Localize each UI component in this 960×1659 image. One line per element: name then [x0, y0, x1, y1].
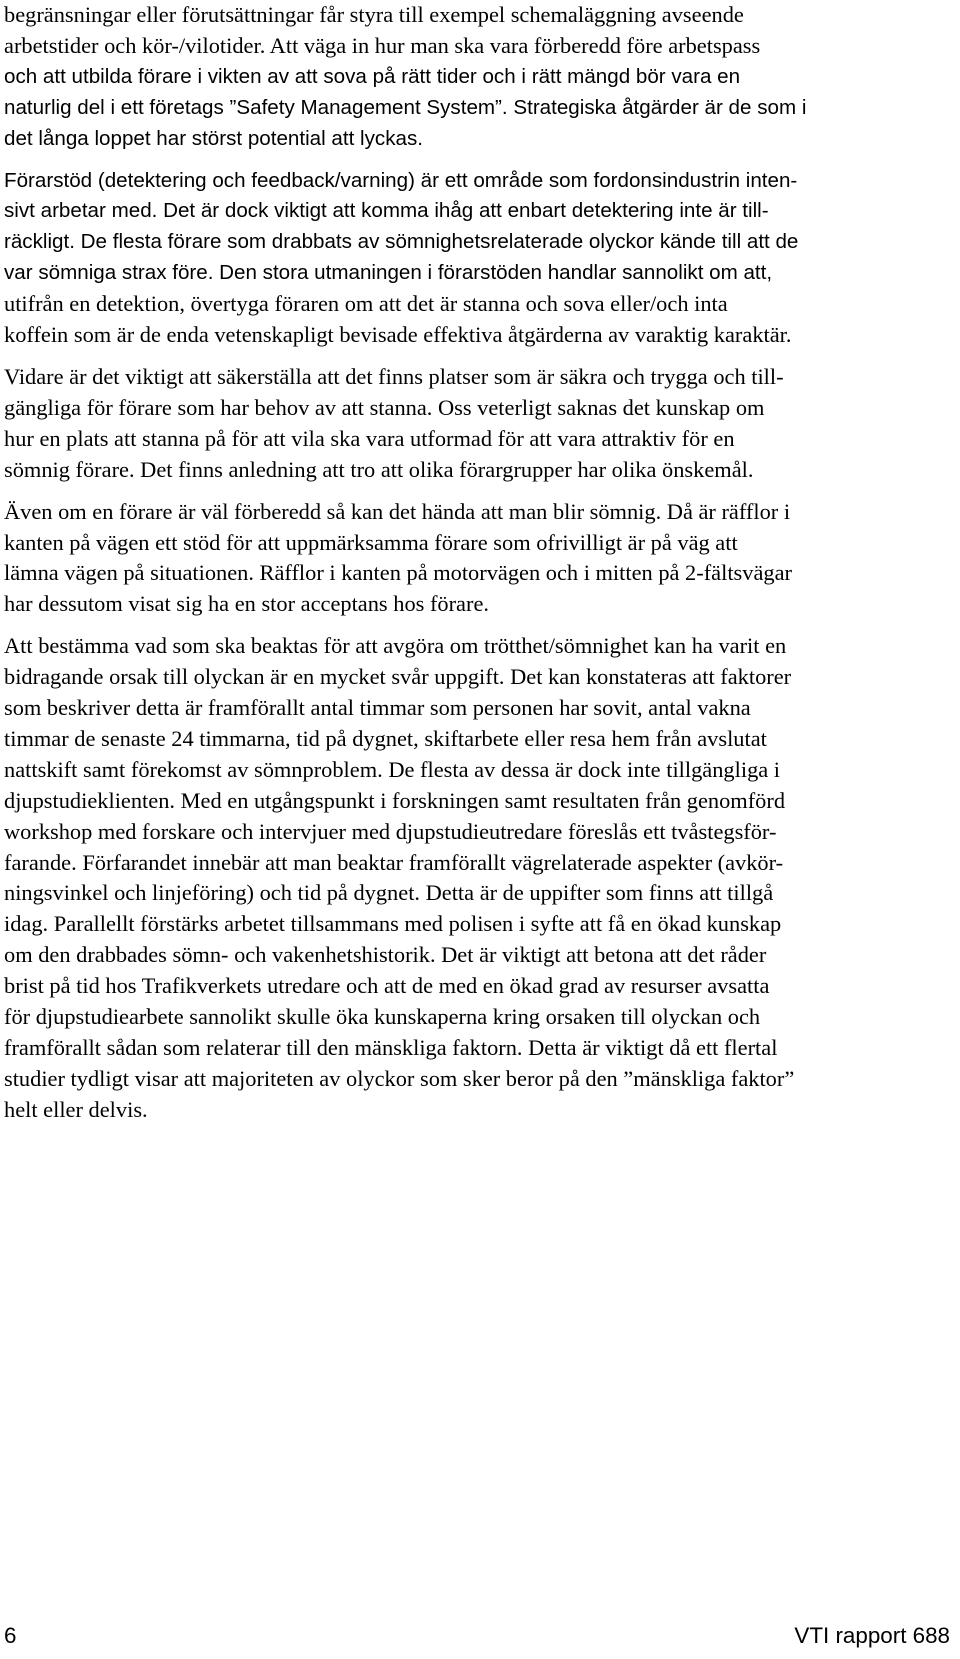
text-line: timmar de senaste 24 timmarna, tid på dygnet, skiftarbete eller resa hem från avslutat [4, 725, 767, 751]
text-line: har dessutom visat sig ha en stor acceptans hos förare. [4, 591, 489, 617]
text-line: Förarstöd (detektering och feedback/varning) är ett område som fordonsindustrin inten- [4, 168, 798, 192]
text-line: var sömniga strax före. Den stora utmaningen i förarstöden handlar sannolikt om att, [4, 261, 773, 285]
paragraph-4 [4, 497, 956, 621]
text-line: djupstudieklienten. Med en utgångspunkt i forskningen samt resultaten från genomförd [4, 787, 786, 813]
text-line: workshop med forskare och intervjuer med djupstudieutredare föreslås ett tvåstegsför- [4, 818, 777, 844]
text-line: det långa loppet har störst potential att lyckas. [4, 126, 423, 150]
text-line: studier tydligt visar att majoriteten av olyckor som sker beror på den ”mänskliga faktor” [4, 1065, 795, 1091]
text-line: ningsvinkel och linjeföring) och tid på dygnet. Detta är de uppifter som finns att tillgå [4, 880, 774, 906]
text-line: idag. Parallellt förstärks arbetet tillsammans med polisen i syfte att få en ökad kunskap [4, 911, 782, 937]
text-line: lämna vägen på situationen. Räfflor i kanten på motorvägen och i mitten på 2-fältsvägar [4, 560, 792, 586]
paragraph-3 [4, 362, 956, 486]
text-line: begränsningar eller förutsättningar får styra till exempel schemaläggning avseende [4, 2, 744, 27]
text-line: kanten på vägen ett stöd för att uppmärksamma förare som ofrivilligt är på väg att [4, 529, 738, 555]
text-line: utifrån en detektion, övertyga föraren om att det är stanna och sova eller/och inta [4, 291, 728, 317]
text-line: arbetstider och kör-/vilotider. Att väga in hur man ska vara förberedd före arbetspass [4, 32, 761, 58]
text-line: brist på tid hos Trafikverkets utredare och att de med en ökad grad av resurser avsatta [4, 973, 770, 999]
text-line: Att bestämma vad som ska beaktas för att avgöra om trötthet/sömnighet kan ha varit en [4, 633, 787, 659]
report-name: VTI rapport 688 [794, 1623, 950, 1648]
text-line: för djupstudiearbete sannolikt skulle öka kunskaperna kring orsaken till olyckan och [4, 1004, 761, 1030]
paragraph-5 [4, 631, 956, 1126]
text-line: räckligt. De flesta förare som drabbats av sömnighetsrelaterade olyckor kände till att de [4, 230, 799, 254]
text-line: och att utbilda förare i vikten av att sova på rätt tider och i rätt mängd bör vara en [4, 64, 741, 88]
text-line: framförallt sådan som relaterar till den mänskliga faktorn. Detta är viktigt då ett flertal [4, 1035, 778, 1060]
text-line: gängliga för förare som har behov av att stanna. Oss veterligt saknas det kunskap om [4, 394, 765, 420]
text-line: Vidare är det viktigt att säkerställa att det finns platser som är säkra och trygga och till- [4, 363, 784, 389]
text-line: nattskift samt förekomst av sömnproblem. De flesta av dessa är dock inte tillgängliga i [4, 756, 781, 782]
text-line: koffein som är de enda vetenskapligt bevisade effektiva åtgärderna av varaktig karaktär. [4, 322, 792, 348]
text-line: helt eller delvis. [4, 1096, 148, 1122]
text-line: som beskriver detta är framförallt antal timmar som personen har sovit, antal vakna [4, 695, 751, 721]
text-line: sivt arbetar med. Det är dock viktigt att komma ihåg att enbart detektering inte är till- [4, 199, 769, 223]
text-line: naturlig del i ett företags ”Safety Management System”. Strategiska åtgärder är de som i [4, 95, 807, 119]
text-line: bidragande orsak till olyckan är en mycket svår uppgift. Det kan konstateras att faktorer [4, 664, 792, 690]
text-line: Även om en förare är väl förberedd så kan det hända att man blir sömnig. Då är räfflor i [4, 498, 791, 524]
paragraph-1 [4, 0, 956, 155]
paragraph-2 [4, 166, 956, 351]
text-line: hur en plats att stanna på för att vila ska vara utformad för att vara attraktiv för en [4, 425, 735, 451]
page-number: 6 [4, 1623, 17, 1648]
text-line: om den drabbades sömn- och vakenhetshistorik. Det är viktigt att betona att det råder [4, 942, 767, 968]
text-line: sömnig förare. Det finns anledning att tro att olika förargrupper har olika önskemål. [4, 456, 754, 482]
text-line: farande. Förfarandet innebär att man beaktar framförallt vägrelaterade aspekter (avkör- [4, 849, 784, 875]
